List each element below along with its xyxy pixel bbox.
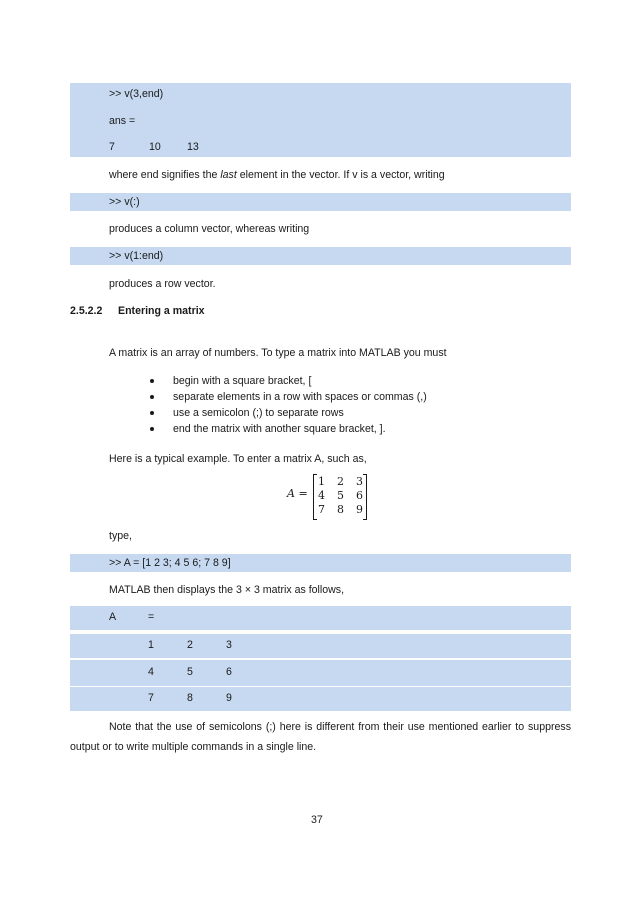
text-end-suffix: element in the vector. If v is a vector, writing bbox=[236, 169, 445, 181]
output-row bbox=[70, 687, 571, 711]
output-cell: 2 bbox=[187, 639, 193, 651]
output-row bbox=[70, 634, 571, 658]
matrix-entry: 2 bbox=[337, 475, 344, 488]
type-text: type, bbox=[109, 530, 132, 542]
left-bracket bbox=[313, 474, 317, 520]
matrix-entry: 7 bbox=[318, 503, 325, 516]
output-cell: 7 bbox=[148, 692, 154, 704]
matrix-entry: 1 bbox=[318, 475, 325, 488]
bullet-text: begin with a square bracket, [ bbox=[173, 375, 312, 387]
output-cell: 6 bbox=[226, 666, 232, 678]
intro-paragraph: A matrix is an array of numbers. To type a matrix into MATLAB you must bbox=[109, 347, 447, 359]
right-bracket bbox=[363, 474, 367, 520]
output-cell: 3 bbox=[226, 639, 232, 651]
display-paragraph: MATLAB then displays the 3 × 3 matrix as follows, bbox=[109, 584, 345, 596]
output-cell: 5 bbox=[187, 666, 193, 678]
note-line-2: output or to write multiple commands in a single line. bbox=[70, 741, 317, 753]
text-end-signifies bbox=[109, 167, 445, 183]
page-number: 37 bbox=[311, 814, 323, 826]
code-line-vcolon: >> v(:) bbox=[109, 196, 140, 208]
output-equals: = bbox=[148, 611, 155, 623]
matrix-lhs: A = bbox=[287, 487, 308, 500]
output-row-label bbox=[70, 606, 571, 630]
output-var-label: A bbox=[109, 611, 117, 623]
bullet-dot bbox=[150, 411, 154, 415]
code-line-assign: >> A = [1 2 3; 4 5 6; 7 8 9] bbox=[109, 557, 231, 569]
note-line-1: Note that the use of semicolons (;) here is different from their use mentioned earlier to suppress bbox=[109, 721, 571, 733]
text-column-vector: produces a column vector, whereas writing bbox=[109, 223, 310, 235]
text-end-prefix: where end signifies the bbox=[109, 169, 221, 181]
matrix-entry: 8 bbox=[337, 503, 344, 516]
matrix-entry: 6 bbox=[356, 489, 363, 502]
example-paragraph: Here is a typical example. To enter a matrix A, such as, bbox=[109, 453, 367, 465]
text-row-vector: produces a row vector. bbox=[109, 278, 216, 290]
matrix-entry: 5 bbox=[337, 489, 344, 502]
bullet-text: separate elements in a row with spaces or commas (,) bbox=[173, 391, 427, 403]
code-line-v1end: >> v(1:end) bbox=[109, 250, 164, 262]
code-block-vcolon bbox=[70, 193, 571, 211]
output-row bbox=[70, 660, 571, 686]
section-number: 2.5.2.2 bbox=[70, 305, 103, 317]
code-line-v3end: >> v(3,end) bbox=[109, 88, 164, 100]
bullet-text: use a semicolon (;) to separate rows bbox=[173, 407, 344, 419]
section-title: Entering a matrix bbox=[118, 305, 205, 317]
output-cell: 4 bbox=[148, 666, 154, 678]
note-paragraph bbox=[70, 719, 571, 755]
code-line-ans: ans = bbox=[109, 115, 136, 127]
ans-value-1: 7 bbox=[109, 141, 115, 153]
bullet-text: end the matrix with another square bracket, ]. bbox=[173, 423, 386, 435]
matrix-entry: 4 bbox=[318, 489, 325, 502]
section-heading bbox=[70, 305, 205, 317]
output-cell: 1 bbox=[148, 639, 154, 651]
matrix-entry: 9 bbox=[356, 503, 363, 516]
ans-value-2: 10 bbox=[149, 141, 161, 153]
ans-value-3: 13 bbox=[187, 141, 199, 153]
bullet-dot bbox=[150, 427, 154, 431]
output-cell: 9 bbox=[226, 692, 232, 704]
matrix-entry: 3 bbox=[356, 475, 363, 488]
bullet-dot bbox=[150, 395, 154, 399]
output-cell: 8 bbox=[187, 692, 193, 704]
bullet-dot bbox=[150, 379, 154, 383]
matrix-equation bbox=[287, 472, 377, 520]
text-end-italic: last bbox=[220, 169, 237, 181]
